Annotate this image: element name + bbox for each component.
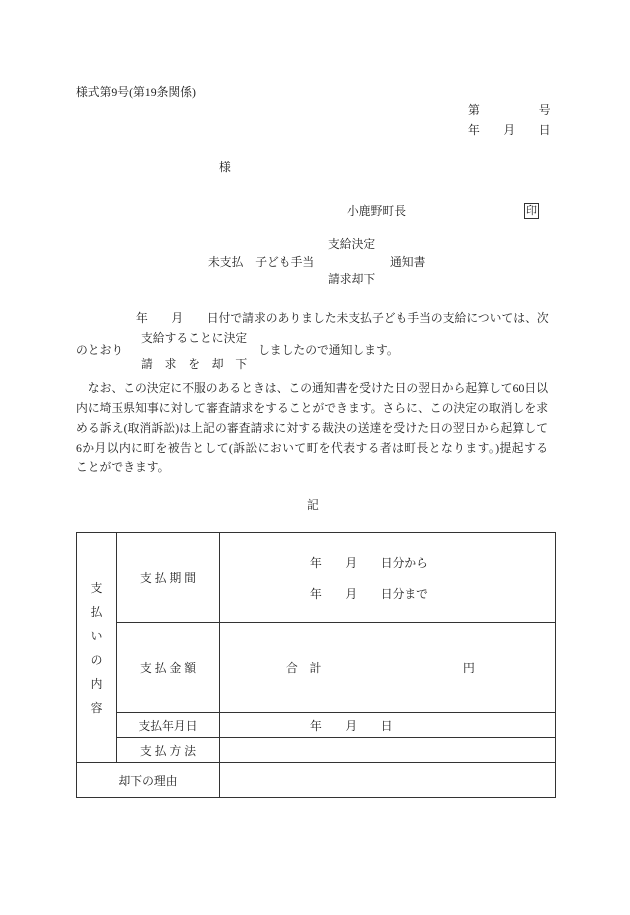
payment-date-value: 年 月 日 xyxy=(310,718,393,733)
payment-method-label: 支 払 方 法 xyxy=(139,743,197,758)
document-number: 第 号 xyxy=(468,103,551,117)
addressee-suffix: 様 xyxy=(219,160,231,174)
payment-details-table xyxy=(76,532,556,798)
form-number: 様式第9号(第19条関係) xyxy=(76,85,196,99)
seal-mark: 印 xyxy=(526,205,537,217)
body-lead: のとおり xyxy=(76,343,124,357)
title-subject: 未支払 子ども手当 xyxy=(208,255,315,269)
payment-amount-label-cell xyxy=(117,623,220,713)
rejection-reason-label-cell xyxy=(77,763,220,797)
side-label-char: 内 xyxy=(90,676,103,691)
payment-date-value-cell xyxy=(220,713,555,738)
title-option-decide: 支給決定 xyxy=(328,237,376,251)
payment-method-value-cell xyxy=(220,738,555,763)
payment-amount-label: 支 払 金 額 xyxy=(139,661,197,675)
issuer-name: 小鹿野町長 xyxy=(347,204,406,218)
side-label-char: の xyxy=(90,652,103,667)
notice-line: ことができます。 xyxy=(76,460,170,474)
notice-line: 6か月以内に町を被告として(訴訟において町を代表する者は町長となります。)提起する xyxy=(76,441,548,455)
rejection-reason-label: 却下の理由 xyxy=(118,773,178,788)
payment-date-label: 支払年月日 xyxy=(138,718,198,733)
body-option-reject: 請 求 を 却 下 xyxy=(141,357,248,371)
ki-heading: 記 xyxy=(307,498,319,512)
title-option-reject: 請求却下 xyxy=(328,272,376,286)
side-label-char: 払 xyxy=(90,604,103,619)
side-label-char: い xyxy=(90,628,103,643)
payment-amount-value-cell xyxy=(220,623,555,713)
body-line1: 年 月 日付で請求のありました未支払子ども手当の支給については、次 xyxy=(136,311,549,325)
payment-amount-unit: 円 xyxy=(463,661,475,675)
payment-period-to: 年 月 日分まで xyxy=(310,587,428,601)
body-option-decide: 支給することに決定 xyxy=(141,331,248,345)
title-suffix: 通知書 xyxy=(390,255,426,269)
notice-line: 内に埼玉県知事に対して審査請求をすることができます。さらに、この決定の取消しを求 xyxy=(76,401,548,415)
payment-date-label-cell xyxy=(117,713,220,738)
side-label-char: 支 xyxy=(90,580,103,595)
payment-period-from: 年 月 日分から xyxy=(310,556,428,570)
payment-period-value-cell xyxy=(220,533,555,623)
payment-period-label: 支 払 期 間 xyxy=(139,571,197,585)
document-date: 年 月 日 xyxy=(468,123,551,137)
payment-content-side-label xyxy=(77,533,117,763)
notice-line: める訴え(取消訴訟)は上記の審査請求に対する裁決の送達を受けた日の翌日から起算して xyxy=(76,421,548,435)
side-label-char: 容 xyxy=(90,700,103,715)
notice-line: なお、この決定に不服のあるときは、この通知書を受けた日の翌日から起算して60日以 xyxy=(76,381,548,395)
payment-period-label-cell xyxy=(117,533,220,623)
payment-method-label-cell xyxy=(117,738,220,763)
rejection-reason-value-cell xyxy=(220,763,555,797)
payment-amount-total-label: 合 計 xyxy=(286,661,322,675)
body-ending: しましたので通知します。 xyxy=(258,343,399,357)
